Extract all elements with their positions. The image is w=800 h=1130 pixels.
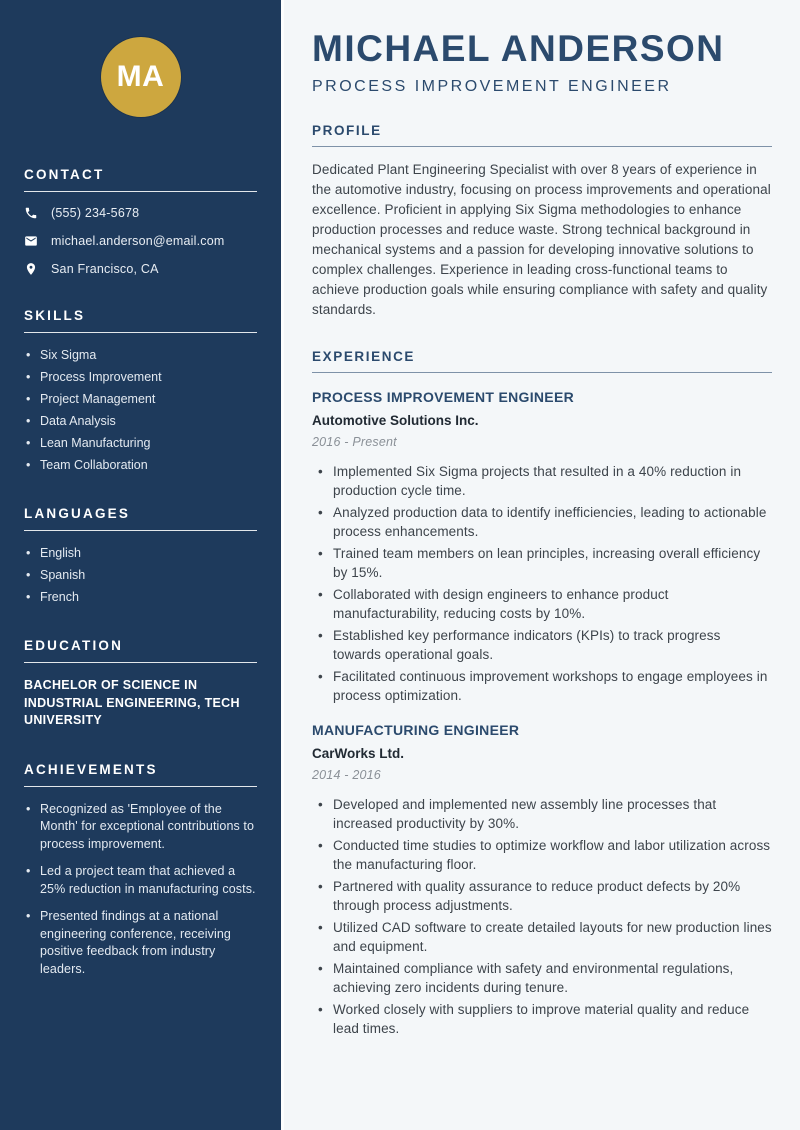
section-divider [24, 786, 257, 787]
job-role: PROCESS IMPROVEMENT ENGINEER [312, 388, 574, 405]
contact-heading: CONTACT [24, 167, 105, 182]
job-bullet: • Collaborated with design engineers to enhance product manufacturability, reducing costs by 10%. [312, 585, 772, 624]
job-company: Automotive Solutions Inc. [312, 412, 479, 428]
skill-item: • Process Improvement [24, 369, 257, 386]
job-bullet: • Established key performance indicators (KPIs) to track progress towards operational goals. [312, 626, 772, 665]
achievements-heading: ACHIEVEMENTS [24, 761, 158, 777]
experience-section [312, 349, 772, 1039]
language-item: • French [24, 589, 257, 606]
education-degree: BACHELOR OF SCIENCE IN INDUSTRIAL ENGINEERING, TECH UNIVERSITY [24, 678, 240, 727]
language-item: • English [24, 545, 257, 562]
achievement-item: • Presented findings at a national engineering conference, receiving positive feedback from industry leaders. [24, 908, 257, 978]
job-role: MANUFACTURING ENGINEER [312, 721, 520, 738]
section-divider [24, 191, 257, 192]
achievement-item: • Recognized as 'Employee of the Month' for exceptional contributions to process improvement. [24, 801, 257, 854]
section-divider [24, 332, 257, 333]
languages-list [24, 545, 257, 606]
job-bullet: • Maintained compliance with safety and environmental regulations, achieving zero incidents during tenure. [312, 959, 772, 998]
job-company: CarWorks Ltd. [312, 745, 405, 761]
contact-section [24, 167, 257, 276]
job-bullet: • Utilized CAD software to create detailed layouts for new production lines and equipment. [312, 918, 772, 957]
email-icon [24, 234, 38, 248]
job-dates: 2016 - Present [312, 434, 397, 449]
avatar-initials: MA [116, 60, 165, 93]
job-bullet: • Analyzed production data to identify inefficiencies, leading to actionable process enhancements. [312, 503, 772, 542]
job-entry [312, 389, 772, 706]
languages-section [24, 506, 257, 606]
contact-email [24, 234, 257, 248]
skill-item: • Team Collaboration [24, 457, 257, 474]
profile-text: Dedicated Plant Engineering Specialist with over 8 years of experience in the automotive industry, focusing on process improvements and operational excellence. Proficient in applying Six Sigma methodologies to enhance production processes and reduce waste. Strong technical background in mechanical systems and a passion for developing innovative solutions to complex challenges. Experience in leading cross-functional teams to achieve production goals while ensuring compliance with safety and quality standards. [312, 161, 771, 317]
experience-heading: EXPERIENCE [312, 348, 416, 364]
profile-heading: PROFILE [312, 122, 382, 138]
job-bullet: • Worked closely with suppliers to improve material quality and reduce lead times. [312, 1000, 772, 1039]
phone-icon [24, 206, 38, 220]
skill-item: • Project Management [24, 391, 257, 408]
job-bullets [312, 462, 772, 706]
job-bullet: • Developed and implemented new assembly line processes that increased productivity by 30%. [312, 795, 772, 834]
main-content [284, 0, 800, 1130]
job-bullet: • Facilitated continuous improvement workshops to engage employees in process optimization. [312, 667, 772, 706]
skills-list [24, 347, 257, 474]
achievement-item: • Led a project team that achieved a 25% reduction in manufacturing costs. [24, 863, 257, 898]
job-entry [312, 722, 772, 1039]
profile-section [312, 123, 772, 320]
skill-item: • Lean Manufacturing [24, 435, 257, 452]
person-name: MICHAEL ANDERSON [312, 28, 725, 69]
education-heading: EDUCATION [24, 638, 124, 653]
skill-item: • Six Sigma [24, 347, 257, 364]
achievements-section [24, 762, 257, 979]
section-divider [24, 662, 257, 663]
avatar [101, 37, 181, 117]
skill-item: • Data Analysis [24, 413, 257, 430]
person-job-title: PROCESS IMPROVEMENT ENGINEER [312, 77, 672, 95]
section-divider [312, 146, 772, 147]
job-bullet: • Implemented Six Sigma projects that resulted in a 40% reduction in production cycle time. [312, 462, 772, 501]
job-bullet: • Trained team members on lean principles, increasing overall efficiency by 15%. [312, 544, 772, 583]
contact-phone [24, 206, 257, 220]
contact-email-text: michael.anderson@email.com [51, 234, 225, 248]
languages-heading: LANGUAGES [24, 506, 131, 521]
section-divider [312, 372, 772, 373]
achievements-list [24, 801, 257, 979]
job-bullet: • Conducted time studies to optimize workflow and labor utilization across the manufacturing floor. [312, 836, 772, 875]
contact-phone-text: (555) 234-5678 [51, 206, 140, 220]
job-dates: 2014 - 2016 [312, 767, 381, 782]
job-bullet: • Partnered with quality assurance to reduce product defects by 20% through process adjustments. [312, 877, 772, 916]
sidebar [0, 0, 281, 1130]
section-divider [24, 530, 257, 531]
contact-location-text: San Francisco, CA [51, 262, 159, 276]
contact-location [24, 262, 257, 276]
skills-heading: SKILLS [24, 308, 86, 323]
job-bullets [312, 795, 772, 1039]
skills-section [24, 308, 257, 474]
education-section [24, 638, 257, 730]
language-item: • Spanish [24, 567, 257, 584]
location-icon [24, 262, 38, 276]
